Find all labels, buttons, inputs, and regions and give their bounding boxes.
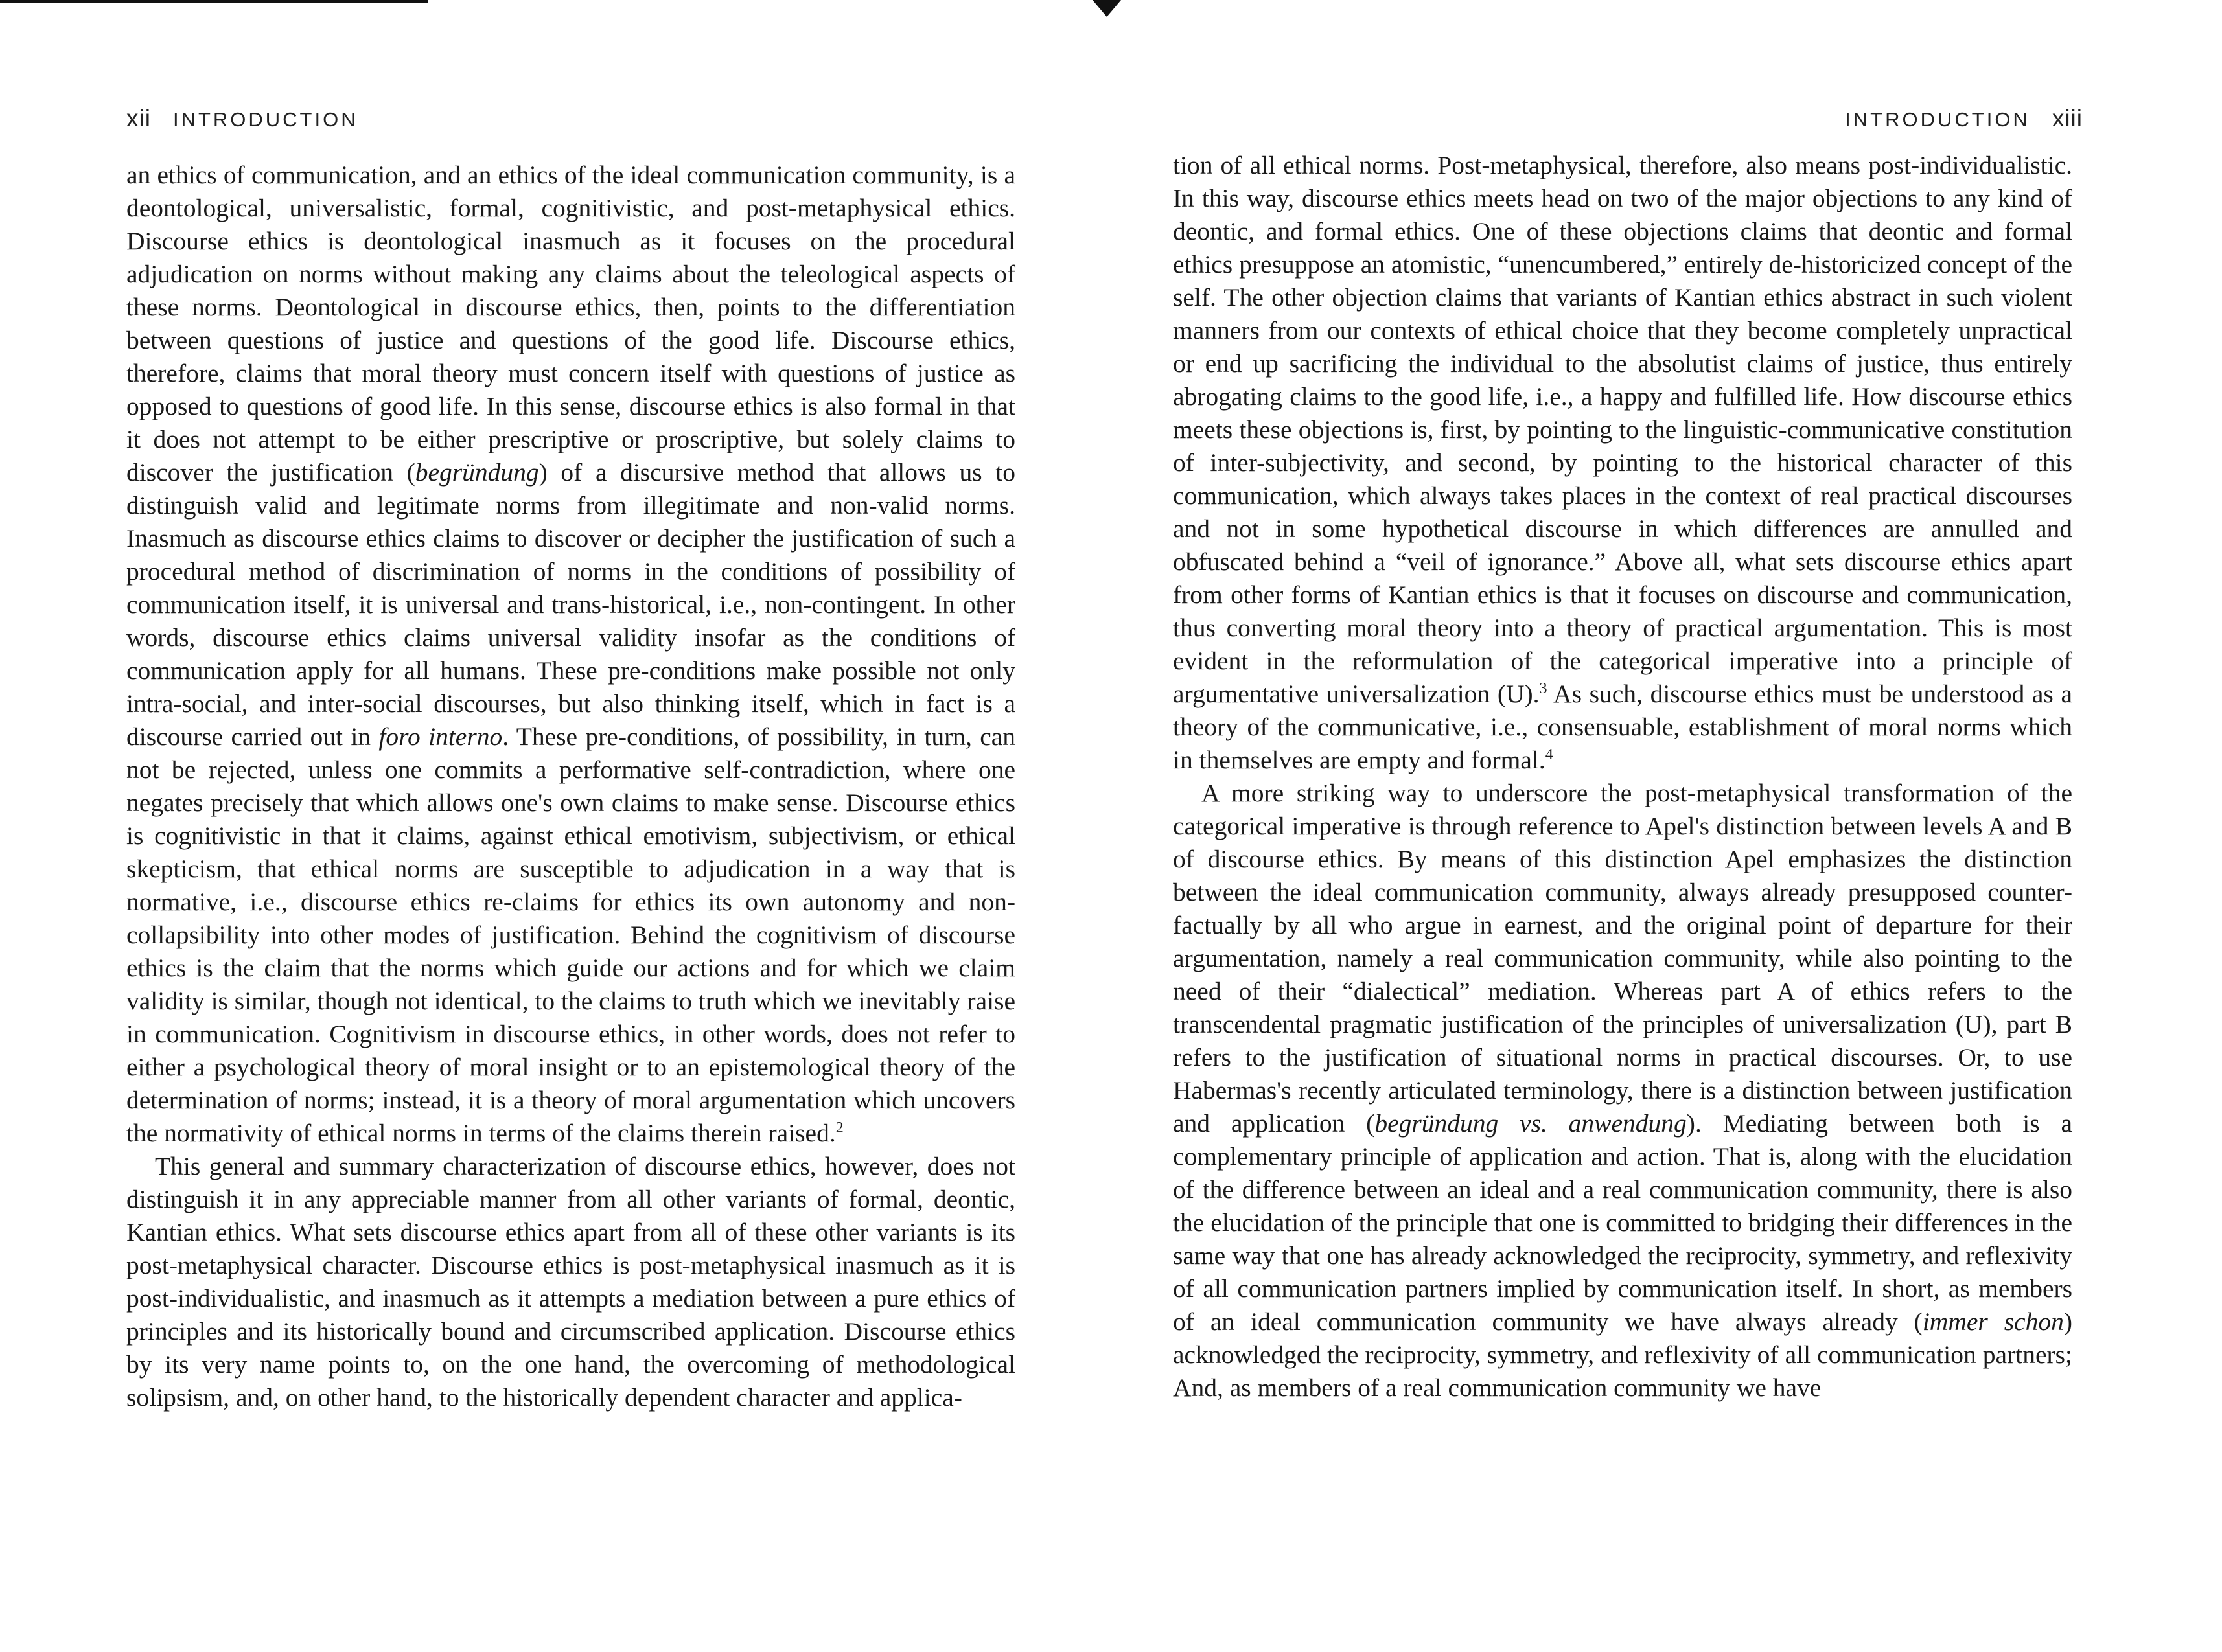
gutter-mark [1093,0,1121,17]
left-page [123,0,1024,1652]
section-title: INTRODUCTION [172,108,358,131]
footnote-marker: 4 [1545,746,1553,763]
text-run: tion of all ethical norms. Post-metaphysical, therefore, also means post-individualistic. In this way, discourse ethics meets head on two of the major objections to any kind of deontic, and formal ethics. One of these objections claims that deontic and formal ethics presuppose an atomistic, “unencumbered,” entirely de-historicized concept of the self. The other objection claims that variants of Kantian ethics abstract in such violent manners from our contexts of ethical choice that they become completely unpractical or end up sacrificing the individual to the absolutist claims of justice, thus entirely abrogating claims to the good life, i.e., a happy and fulfilled life. How discourse ethics meets these objections is, first, by pointing to the linguistic-communicative constitution of inter-subjectivity, and second, by pointing to the historical character of this communication, which always takes places in the context of real practical discourses and not in some hypothetical discourse in which differences are annulled and obfuscated behind a “veil of ignorance.” Above all, what sets discourse ethics apart from other forms of Kantian ethics is that it focuses on discourse and communication, thus converting moral theory into a theory of practical argumentation. This is most evident in the reformulation of the categorical imperative into a principle of argumentative universalization (U). [1173,151,2072,708]
text-run: This general and summary characterization of discourse ethics, however, does not distinguish it in any appreciable manner from all other variants of formal, deontic, Kantian ethics. What sets discourse ethics apart from all of these other variants is its post-metaphysical character. Discourse ethics is post-metaphysical inasmuch as it is post-individualistic, and inasmuch as it attempts a mediation between a pure ethics of principles and its historically bound and circumscribed application. Discourse ethics by its very name points to, on the one hand, the overcoming of methodological solipsism, and, on other hand, to the historically dependent character and applica- [126,1152,1015,1412]
page-number: xiii [2052,105,2083,132]
text-run: an ethics of communication, and an ethics of the ideal communication community, is a deontological, universalistic, formal, cognitivistic, and post-metaphysical ethics. Discourse ethics is deontological inasmuch as it focuses on the procedural adjudication on norms without making any claims about the teleological aspects of these norms. Deontological in discourse ethics, then, points to the differentiation between questions of justice and questions of the good life. Discourse ethics, therefore, claims that moral theory must concern itself with questions of justice as opposed to questions of good life. In this sense, discourse ethics is also formal in that it does not attempt to be either prescriptive or proscriptive, but solely claims to discover the justification ( [126,161,1015,487]
paragraph [126,159,1015,1150]
right-running-head [1845,105,2083,132]
text-run: A more striking way to underscore the post-metaphysical transformation of the categorical imperative is through reference to Apel's distinction between levels A and B of discourse ethics. By means of this distinction Apel emphasizes the distinction between the ideal communication community, always already presupposed counter-factually by all who argue in earnest, and the original point of departure for their argumentation, namely a real communication community, while also pointing to the need of their “dialectical” mediation. Whereas part A of ethics refers to the transcendental pragmatic justification of the principles of universalization (U), part B refers to the justification of situational norms in practical discourses. Or, to use Habermas's recently articulated terminology, there is a distinction between justification and application ( [1173,779,2072,1138]
text-run: As such, discourse ethics must be understood as a theory of the communicative, i.e., consensuable, establishment of moral norms which in themselves are empty and formal. [1173,680,2072,774]
italic-term: immer schon [1922,1307,2064,1336]
section-title: INTRODUCTION [1845,108,2030,131]
text-run: ) of a discursive method that allows us to distinguish valid and legitimate norms from illegitimate and non-valid norms. Inasmuch as discourse ethics claims to discover or decipher the justification of such a procedural method of discrimination of norms in the conditions of possibility of communication itself, it is universal and trans-historical, i.e., non-contingent. In other words, discourse ethics claims universal validity insofar as the conditions of communication apply for all humans. These pre-conditions make possible not only intra-social, and inter-social discourses, but also thinking itself, which in fact is a discourse carried out in [126,458,1015,751]
paragraph [1173,149,2072,777]
page-number: xii [126,105,151,132]
text-run: . These pre-conditions, of possibility, in turn, can not be rejected, unless one commits a performative self-contradiction, where one negates precisely that which allows one's own claims to make sense. Discourse ethics is cognitivistic in that it claims, against ethical emotivism, subjectivism, or ethical skepticism, that ethical norms are susceptible to adjudication in a way that is normative, i.e., discourse ethics re-claims for ethics its own autonomy and non-collapsibility into other modes of justification. Behind the cognitivism of discourse ethics is the claim that the norms which guide our actions and for which we claim validity is similar, though not identical, to the claims to truth which we inevitably raise in communication. Cognitivism in discourse ethics, in other words, does not refer to either a psychological theory of moral insight or to an epistemological theory of the determination of norms; instead, it is a theory of moral argumentation which uncovers the normativity of ethical norms in terms of the claims therein raised. [126,722,1016,1147]
paragraph [126,1150,1015,1414]
text-run: ). Mediating between both is a complementary principle of application and action. That is, along with the elucidation of the difference between an ideal and a real communication community, there is also the elucidation of the principle that one is committed to bridging their differences in the same way that one has already acknowledged the reciprocity, symmetry, and reflexivity of all communication partners implied by communication itself. In short, as members of an ideal communication community we have always already ( [1173,1109,2072,1336]
left-body-text [126,159,1015,1414]
italic-term: begründung [415,458,539,487]
footnote-marker: 2 [835,1119,844,1136]
footnote-marker: 3 [1539,680,1547,697]
italic-term: foro interno [378,722,503,751]
italic-term: begründung vs. anwendung [1374,1109,1687,1138]
paragraph [1173,777,2072,1405]
text-run: ) acknowledged the reciprocity, symmetry, and reflexivity of all communication partners; And, as members of a real communication community we have [1173,1307,2072,1402]
left-running-head [126,105,358,132]
right-page [1173,0,2083,1652]
right-body-text [1173,149,2072,1405]
